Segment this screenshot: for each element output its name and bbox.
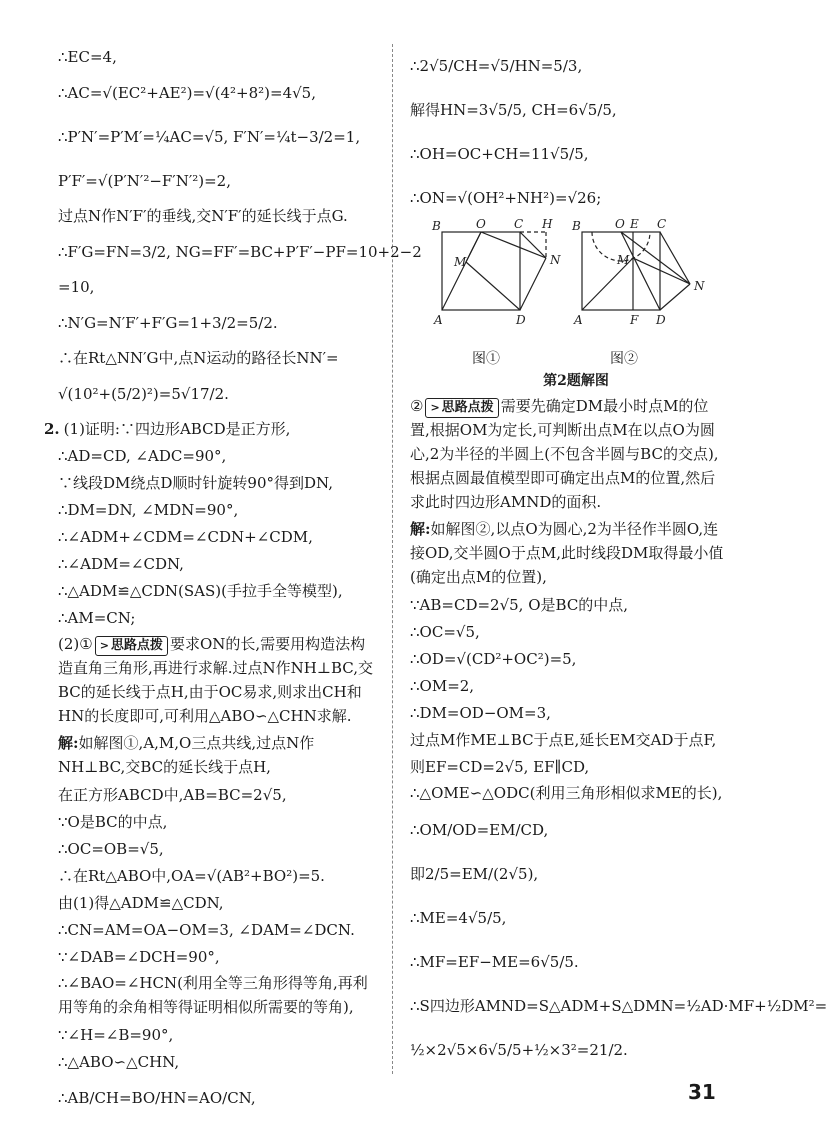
text-line: ∴P′N′=P′M′=¼AC=√5, F′N′=¼t−3/2=1,	[58, 128, 361, 146]
point-label: C	[514, 217, 524, 231]
point-label: M	[617, 253, 630, 267]
text-line: ∴OH=OC+CH=11√5/5,	[410, 145, 589, 163]
text-line: 过点N作N′F′的垂线,交N′F′的延长线于点G.	[58, 207, 348, 225]
text-line: ∴OD=√(CD²+OC²)=5,	[410, 650, 577, 668]
text-line: ∴F′G=FN=3/2, NG=FF′=BC+P′F′−PF=10+2−2	[58, 243, 422, 261]
square-abcd	[442, 232, 520, 310]
segment-md	[466, 262, 520, 310]
text-line: ∴S四边形AMND=S△ADM+S△DMN=½AD·MF+½DM²=	[410, 997, 827, 1015]
solution-label: 解:	[410, 520, 431, 538]
q2-first-line	[44, 416, 380, 443]
text-line: 解得HN=3√5/5, CH=6√5/5,	[410, 101, 617, 119]
point-label: C	[657, 217, 667, 231]
text-line: ∴CN=AM=OA−OM=3, ∠DAM=∠DCN.	[58, 921, 355, 939]
figure-1-label: 图①	[472, 351, 500, 367]
text-line: ∴OM=2,	[410, 677, 475, 695]
part-label: ②	[410, 397, 424, 415]
text-line: ∴∠ADM=∠CDN,	[58, 555, 184, 573]
hint-paragraph	[410, 394, 728, 514]
solution-paragraph	[58, 731, 380, 779]
point-label: A	[434, 313, 443, 327]
text-line: =10,	[58, 278, 95, 296]
point-label: O	[615, 217, 625, 231]
text-line: ∵AB=CD=2√5, O是BC的中点,	[410, 596, 629, 614]
text-line: ∵∠H=∠B=90°,	[58, 1026, 174, 1044]
text-line: 即2/5=EM/(2√5),	[410, 865, 539, 883]
segment-mo	[466, 232, 481, 262]
point-label: D	[656, 313, 666, 327]
solution-text: 如解图①,A,M,O三点共线,过点N作NH⊥BC,交BC的延长线于点H,	[58, 734, 315, 776]
text-line: ∴在Rt△ABO中,OA=√(AB²+BO²)=5.	[58, 867, 325, 885]
text-line: P′F′=√(P′N′²−F′N′²)=2,	[58, 172, 231, 190]
point-label: H	[542, 217, 553, 231]
hint-text: 需要先确定DM最小时点M的位置,根据OM为定长,可判断出点M在以点O为圆心,2为半径的半圆上(不包含半圆与BC的交点),根据点圆最值模型即可确定出点M的位置,然后求此时四边形AMND的面积.	[410, 397, 719, 511]
text-line: ∴AD=CD, ∠ADC=90°,	[58, 447, 227, 465]
solution-text: 如解图②,以点O为圆心,2为半径作半圆O,连接OD,交半圆O于点M,此时线段DM取得最小值(确定出点M的位置),	[410, 520, 724, 586]
text-line: ∴2√5/CH=√5/HN=5/3,	[410, 57, 583, 75]
text-line: 则EF=CD=2√5, EF∥CD,	[410, 758, 590, 776]
text-line: ∴AM=CN;	[58, 609, 136, 627]
text-line: ∴DM=OD−OM=3,	[410, 704, 551, 722]
segment-dn	[520, 258, 546, 310]
segment-cn-2	[660, 232, 690, 284]
segment-od	[621, 232, 660, 310]
chevron-right-icon: >	[99, 639, 109, 652]
question-number: 2.	[44, 420, 60, 438]
text-line: 过点M作ME⊥BC于点E,延长EM交AD于点F,	[410, 731, 717, 749]
solution-paragraph	[410, 517, 728, 589]
hint-badge: > 思路点拨	[425, 398, 498, 418]
figure-2-label: 图②	[610, 351, 638, 367]
text-line: ∴∠ADM+∠CDM=∠CDN+∠CDM,	[58, 528, 313, 546]
point-label: B	[572, 219, 581, 233]
figure-1	[442, 232, 546, 310]
text-line: ∴OM/OD=EM/CD,	[410, 821, 549, 839]
text-line: ∴在Rt△NN′G中,点N运动的路径长NN′=	[58, 349, 339, 367]
figure-2	[582, 232, 690, 310]
segment-cn	[520, 232, 546, 258]
text-line: ∴∠BAO=∠HCN(利用全等三角形得等角,再利用等角的余角相等得证明相似所需要的等角),	[58, 974, 368, 1016]
text-line: ∴MF=EF−ME=6√5/5.	[410, 953, 579, 971]
text-line: ∵线段DM绕点D顺时针旋转90°得到DN,	[58, 474, 333, 492]
text-line: 在正方形ABCD中,AB=BC=2√5,	[58, 786, 287, 804]
text-line: ∴ME=4√5/5,	[410, 909, 507, 927]
segment-dn-2	[660, 284, 690, 310]
solution-figures	[410, 217, 728, 368]
point-label: M	[454, 255, 467, 269]
text-line: ∴EC=4,	[58, 48, 117, 66]
part-label: (2)①	[58, 635, 93, 653]
text-line: ∴OC=OB=√5,	[58, 840, 164, 858]
point-label: E	[630, 217, 639, 231]
text-line: √(10²+(5/2)²)=5√17/2.	[58, 385, 229, 403]
point-label: N	[694, 279, 705, 293]
text-line: ∴N′G=N′F′+F′G=1+3/2=5/2.	[58, 314, 278, 332]
text-line: ∴ON=√(OH²+NH²)=√26;	[410, 189, 602, 207]
point-label: O	[476, 217, 486, 231]
text-line: (1)证明:∵四边形ABCD是正方形,	[63, 420, 291, 438]
page-number: 31	[688, 1080, 716, 1104]
point-label: F	[630, 313, 639, 327]
geometry-figures-svg	[410, 217, 728, 368]
text-line: ∴△ADM≌△CDN(SAS)(手拉手全等模型),	[58, 582, 343, 600]
right-column	[410, 44, 827, 1072]
chevron-right-icon: >	[430, 401, 440, 414]
text-line: 由(1)得△ADM≌△CDN,	[58, 894, 224, 912]
hint-badge: > 思路点拨	[95, 636, 168, 656]
point-label: N	[550, 253, 561, 267]
segment-on-2	[621, 232, 690, 284]
point-label: A	[574, 313, 583, 327]
text-line: ½×2√5×6√5/5+½×3²=21/2.	[410, 1041, 628, 1059]
point-label: D	[516, 313, 526, 327]
text-line: ∴AB/CH=BO/HN=AO/CN,	[58, 1089, 256, 1107]
text-line: ∵∠DAB=∠DCH=90°,	[58, 948, 220, 966]
left-column	[44, 44, 422, 1120]
hint-paragraph	[58, 632, 380, 728]
text-line: ∴AC=√(EC²+AE²)=√(4²+8²)=4√5,	[58, 84, 316, 102]
hint-text: 要求ON的长,需要用构造法构造直角三角形,再进行求解.过点N作NH⊥BC,交BC的延长线于点H,由于OC易求,则求出CH和HN的长度即可,可利用△ABO∽△CHN求解.	[58, 635, 373, 725]
text-line: ∴DM=DN, ∠MDN=90°,	[58, 501, 239, 519]
segment-on	[481, 232, 546, 258]
solution-label: 解:	[58, 734, 79, 752]
text-line: ∵O是BC的中点,	[58, 813, 168, 831]
figure-title: 第2题解图	[543, 373, 609, 389]
point-label: B	[432, 219, 441, 233]
text-line: ∴△ABO∽△CHN,	[58, 1053, 180, 1071]
text-line: ∴△OME∽△ODC(利用三角形相似求ME的长),	[410, 784, 723, 802]
text-line: ∴OC=√5,	[410, 623, 480, 641]
column-divider	[392, 44, 393, 1074]
